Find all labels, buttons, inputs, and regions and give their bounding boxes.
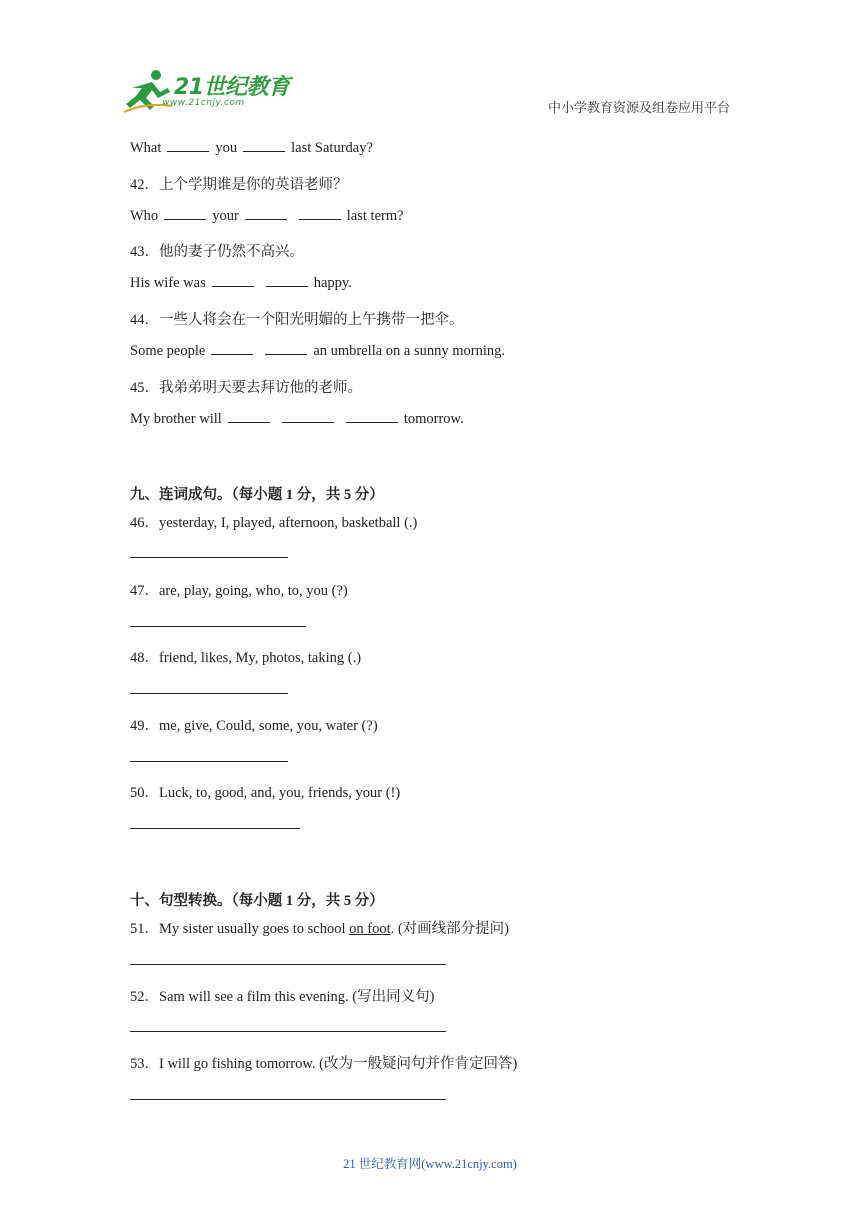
logo-text: 21世纪教育 xyxy=(174,75,290,100)
q51-prompt: 51．My sister usually goes to school on foot. (对画线部分提问) xyxy=(130,921,510,937)
answer-blank[interactable] xyxy=(282,410,334,423)
answer-blank[interactable] xyxy=(243,139,285,152)
footer-link[interactable]: 21 世纪教育网(www.21cnjy.com) xyxy=(343,1157,517,1171)
page-header xyxy=(0,0,860,125)
q48-answer-line[interactable] xyxy=(130,693,288,694)
q46-prompt: 46．yesterday, I, played, afternoon, basketball (.) xyxy=(130,515,418,531)
logo xyxy=(122,68,292,116)
q43-sentence: His wife was happy. xyxy=(130,275,352,291)
q44-sentence: Some people an umbrella on a sunny morning. xyxy=(130,343,505,359)
underlined-phrase: on foot xyxy=(349,921,391,937)
logo-url: www.21cnjy.com xyxy=(162,98,245,108)
q45-sentence: My brother will tomorrow. xyxy=(130,411,464,427)
q52-answer-line[interactable] xyxy=(130,1031,446,1032)
q50-answer-line[interactable] xyxy=(130,828,300,829)
q50-prompt: 50．Luck, to, good, and, you, friends, your (!) xyxy=(130,785,401,801)
answer-blank[interactable] xyxy=(211,342,253,355)
q51-answer-line[interactable] xyxy=(130,964,446,965)
q53-answer-line[interactable] xyxy=(130,1099,446,1100)
q49-answer-line[interactable] xyxy=(130,761,288,762)
answer-blank[interactable] xyxy=(167,139,209,152)
q47-prompt: 47．are, play, going, who, to, you (?) xyxy=(130,583,348,599)
answer-blank[interactable] xyxy=(265,342,307,355)
answer-blank[interactable] xyxy=(212,274,254,287)
q45-prompt: 45．我弟弟明天要去拜访他的老师。 xyxy=(130,380,362,396)
q44-prompt: 44．一些人将会在一个阳光明媚的上午携带一把伞。 xyxy=(130,312,464,328)
platform-tagline: 中小学教育资源及组卷应用平台 xyxy=(547,101,730,116)
q53-prompt: 53．I will go fishing tomorrow. (改为一般疑问句并作肯定回答) xyxy=(130,1056,518,1072)
q46-answer-line[interactable] xyxy=(130,557,288,558)
section-9-title: 九、连词成句。（每小题 1 分，共 5 分） xyxy=(130,487,384,503)
q41-sentence: What you last Saturday? xyxy=(130,140,373,156)
q48-prompt: 48．friend, likes, My, photos, taking (.) xyxy=(130,650,362,666)
answer-blank[interactable] xyxy=(164,207,206,220)
answer-blank[interactable] xyxy=(266,274,308,287)
answer-blank[interactable] xyxy=(245,207,287,220)
answer-blank[interactable] xyxy=(299,207,341,220)
q43-prompt: 43．他的妻子仍然不高兴。 xyxy=(130,244,304,260)
q49-prompt: 49．me, give, Could, some, you, water (?) xyxy=(130,718,378,734)
q42-prompt: 42．上个学期谁是你的英语老师？ xyxy=(130,177,348,193)
answer-blank[interactable] xyxy=(346,410,398,423)
q52-prompt: 52．Sam will see a film this evening. (写出同义句) xyxy=(130,989,435,1005)
answer-blank[interactable] xyxy=(228,410,270,423)
q42-sentence: Who your last term? xyxy=(130,208,404,224)
section-10-title: 十、句型转换。（每小题 1 分，共 5 分） xyxy=(130,893,384,909)
q47-answer-line[interactable] xyxy=(130,626,306,627)
